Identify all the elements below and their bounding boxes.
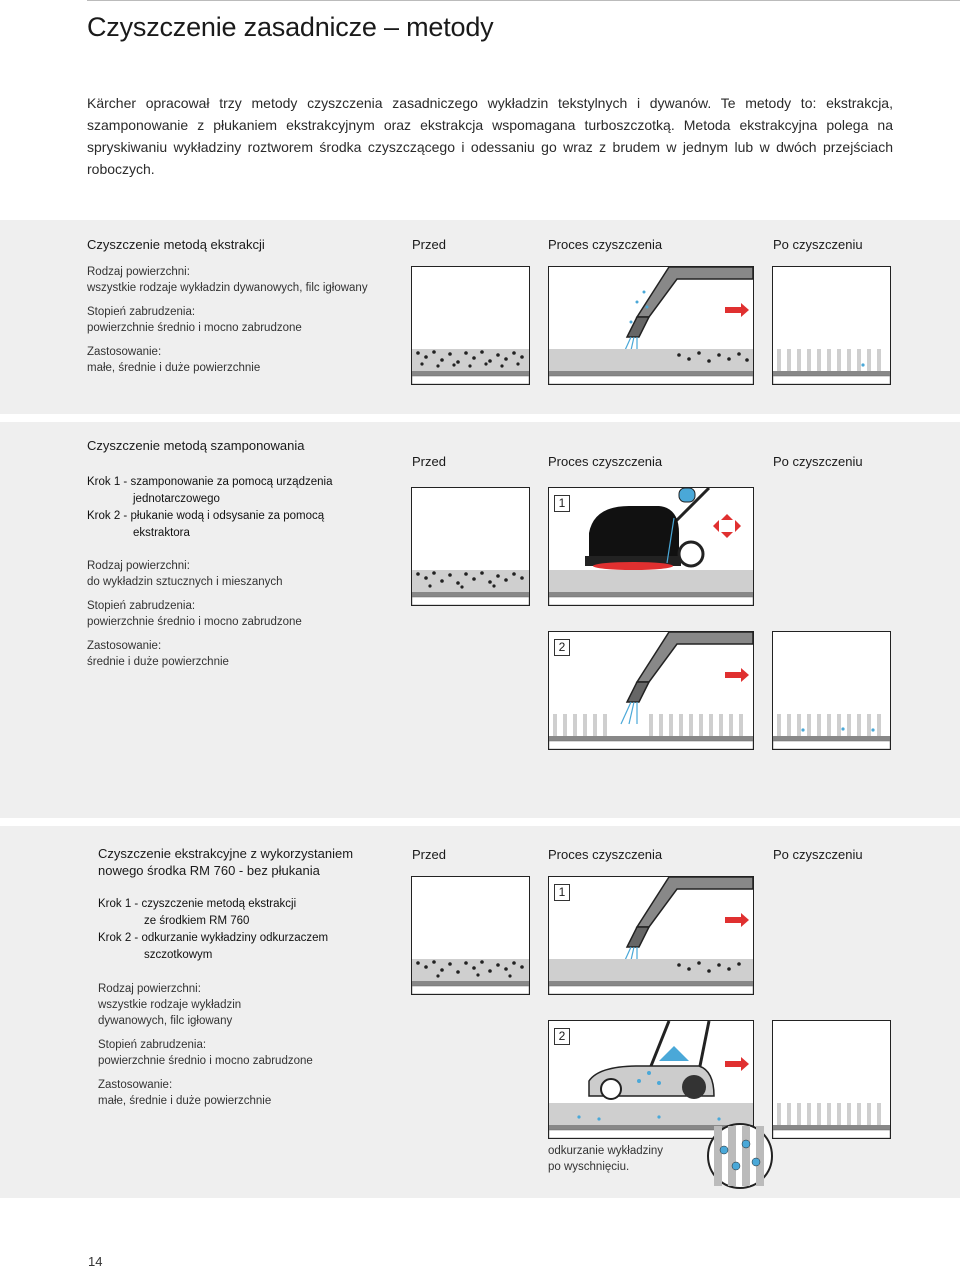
use-label: Zastosowanie: [98, 1079, 173, 1091]
illustration-extraction-process [548, 266, 754, 385]
column-after: Po czyszczeniu [773, 847, 863, 862]
soil-label: Stopień zabrudzenia: [87, 600, 196, 612]
column-after: Po czyszczeniu [773, 454, 863, 469]
section-heading: Czyszczenie ekstrakcyjne z wykorzystaniem [98, 846, 354, 861]
step-1: Krok 1 - czyszczenie metodą ekstrakcji [98, 898, 297, 910]
column-before: Przed [412, 847, 446, 862]
step-badge: 1 [554, 884, 570, 901]
step-list [87, 474, 387, 542]
illustration-after-clean [772, 1020, 891, 1139]
dirty-carpet-illustration [412, 267, 529, 384]
section-heading: Czyszczenie metodą ekstrakcji [87, 237, 265, 252]
surface-label: Rodzaj powierzchni: [98, 983, 201, 995]
top-rule [87, 0, 960, 1]
step-badge: 1 [554, 495, 570, 512]
soil-value: powierzchnie średnio i mocno zabrudzone [87, 616, 302, 628]
column-process: Proces czyszczenia [548, 847, 663, 862]
page-number: 14 [88, 1254, 103, 1269]
column-before: Przed [412, 454, 446, 469]
surface-value: wszystkie rodzaje wykładzin dywanowych, filc igłowany [87, 282, 368, 294]
page-title: Czyszczenie zasadnicze – metody [87, 12, 494, 42]
step-badge: 2 [554, 639, 570, 656]
dirty-carpet-illustration [412, 488, 529, 605]
step-2: Krok 2 - płukanie wodą i odsysanie za pomocą [87, 510, 325, 522]
illustration-after-clean [772, 266, 891, 385]
step-1-cont: ze środkiem RM 760 [144, 915, 250, 927]
caption-cont: po wyschnięciu. [548, 1161, 630, 1173]
brush-vacuum-illustration [549, 1021, 753, 1138]
column-after: Po czyszczeniu [773, 237, 863, 252]
illustration-rm760-step1 [548, 876, 754, 995]
step-2-cont: ekstraktora [133, 527, 190, 539]
soil-label: Stopień zabrudzenia: [98, 1039, 207, 1051]
step-2-cont: szczotkowym [144, 949, 213, 961]
caption: odkurzanie wykładziny [548, 1145, 664, 1157]
section-heading-cont: nowego środka RM 760 - bez płukania [98, 863, 320, 878]
soil-label: Stopień zabrudzenia: [87, 306, 196, 318]
surface-label: Rodzaj powierzchni: [87, 560, 190, 572]
surface-label: Rodzaj powierzchni: [87, 266, 190, 278]
clean-carpet-illustration [773, 1021, 890, 1138]
extractor-wand-illustration [549, 877, 753, 994]
illustration-before-dirty [411, 487, 530, 606]
use-label: Zastosowanie: [87, 346, 162, 358]
step-1: Krok 1 - szamponowanie za pomocą urządzenia [87, 476, 333, 488]
dirty-carpet-illustration [412, 877, 529, 994]
step-badge: 2 [554, 1028, 570, 1045]
intro-paragraph: Kärcher opracował trzy metody czyszczenia zasadniczego wykładzin tekstylnych i dywanów. Te metody to: ekstrakcja, szamponowanie z płukaniem ekstrakcyjnym oraz ekstrakcja wspomagana turboszczotką. Metoda ekstrakcyjna polega na spryskiwaniu wykładziny roztworem środka czyszczącego i odessaniu go wraz z brudem w jednym lub w dwóch przejściach roboczych. [87, 95, 893, 177]
step-1-cont: jednotarczowego [133, 493, 220, 505]
single-disc-machine-illustration [549, 488, 753, 605]
illustration-shampoo-step2 [548, 631, 754, 750]
soil-value: powierzchnie średnio i mocno zabrudzone [98, 1055, 313, 1067]
step-2: Krok 2 - odkurzanie wykładziny odkurzaczem [98, 932, 329, 944]
use-value: małe, średnie i duże powierzchnie [98, 1095, 272, 1107]
surface-value: do wykładzin sztucznych i mieszanych [87, 576, 283, 588]
extractor-wand-illustration [549, 267, 753, 384]
step-list [98, 896, 398, 964]
illustration-before-dirty [411, 266, 530, 385]
magnified-fibers-illustration [706, 1122, 774, 1190]
column-process: Proces czyszczenia [548, 237, 663, 252]
illustration-before-dirty [411, 876, 530, 995]
clean-carpet-illustration [773, 267, 890, 384]
illustration-after-clean [772, 631, 891, 750]
section-heading: Czyszczenie metodą szamponowania [87, 438, 305, 453]
use-label: Zastosowanie: [87, 640, 162, 652]
column-before: Przed [412, 237, 446, 252]
extractor-wand-illustration [549, 632, 753, 749]
illustration-shampoo-step1 [548, 487, 754, 606]
surface-value: wszystkie rodzaje wykładzin [98, 999, 242, 1011]
column-process: Proces czyszczenia [548, 454, 663, 469]
soil-value: powierzchnie średnio i mocno zabrudzone [87, 322, 302, 334]
use-value: małe, średnie i duże powierzchnie [87, 362, 261, 374]
use-value: średnie i duże powierzchnie [87, 656, 229, 668]
clean-carpet-illustration [773, 632, 890, 749]
surface-value-cont: dywanowych, filc igłowany [98, 1015, 233, 1027]
